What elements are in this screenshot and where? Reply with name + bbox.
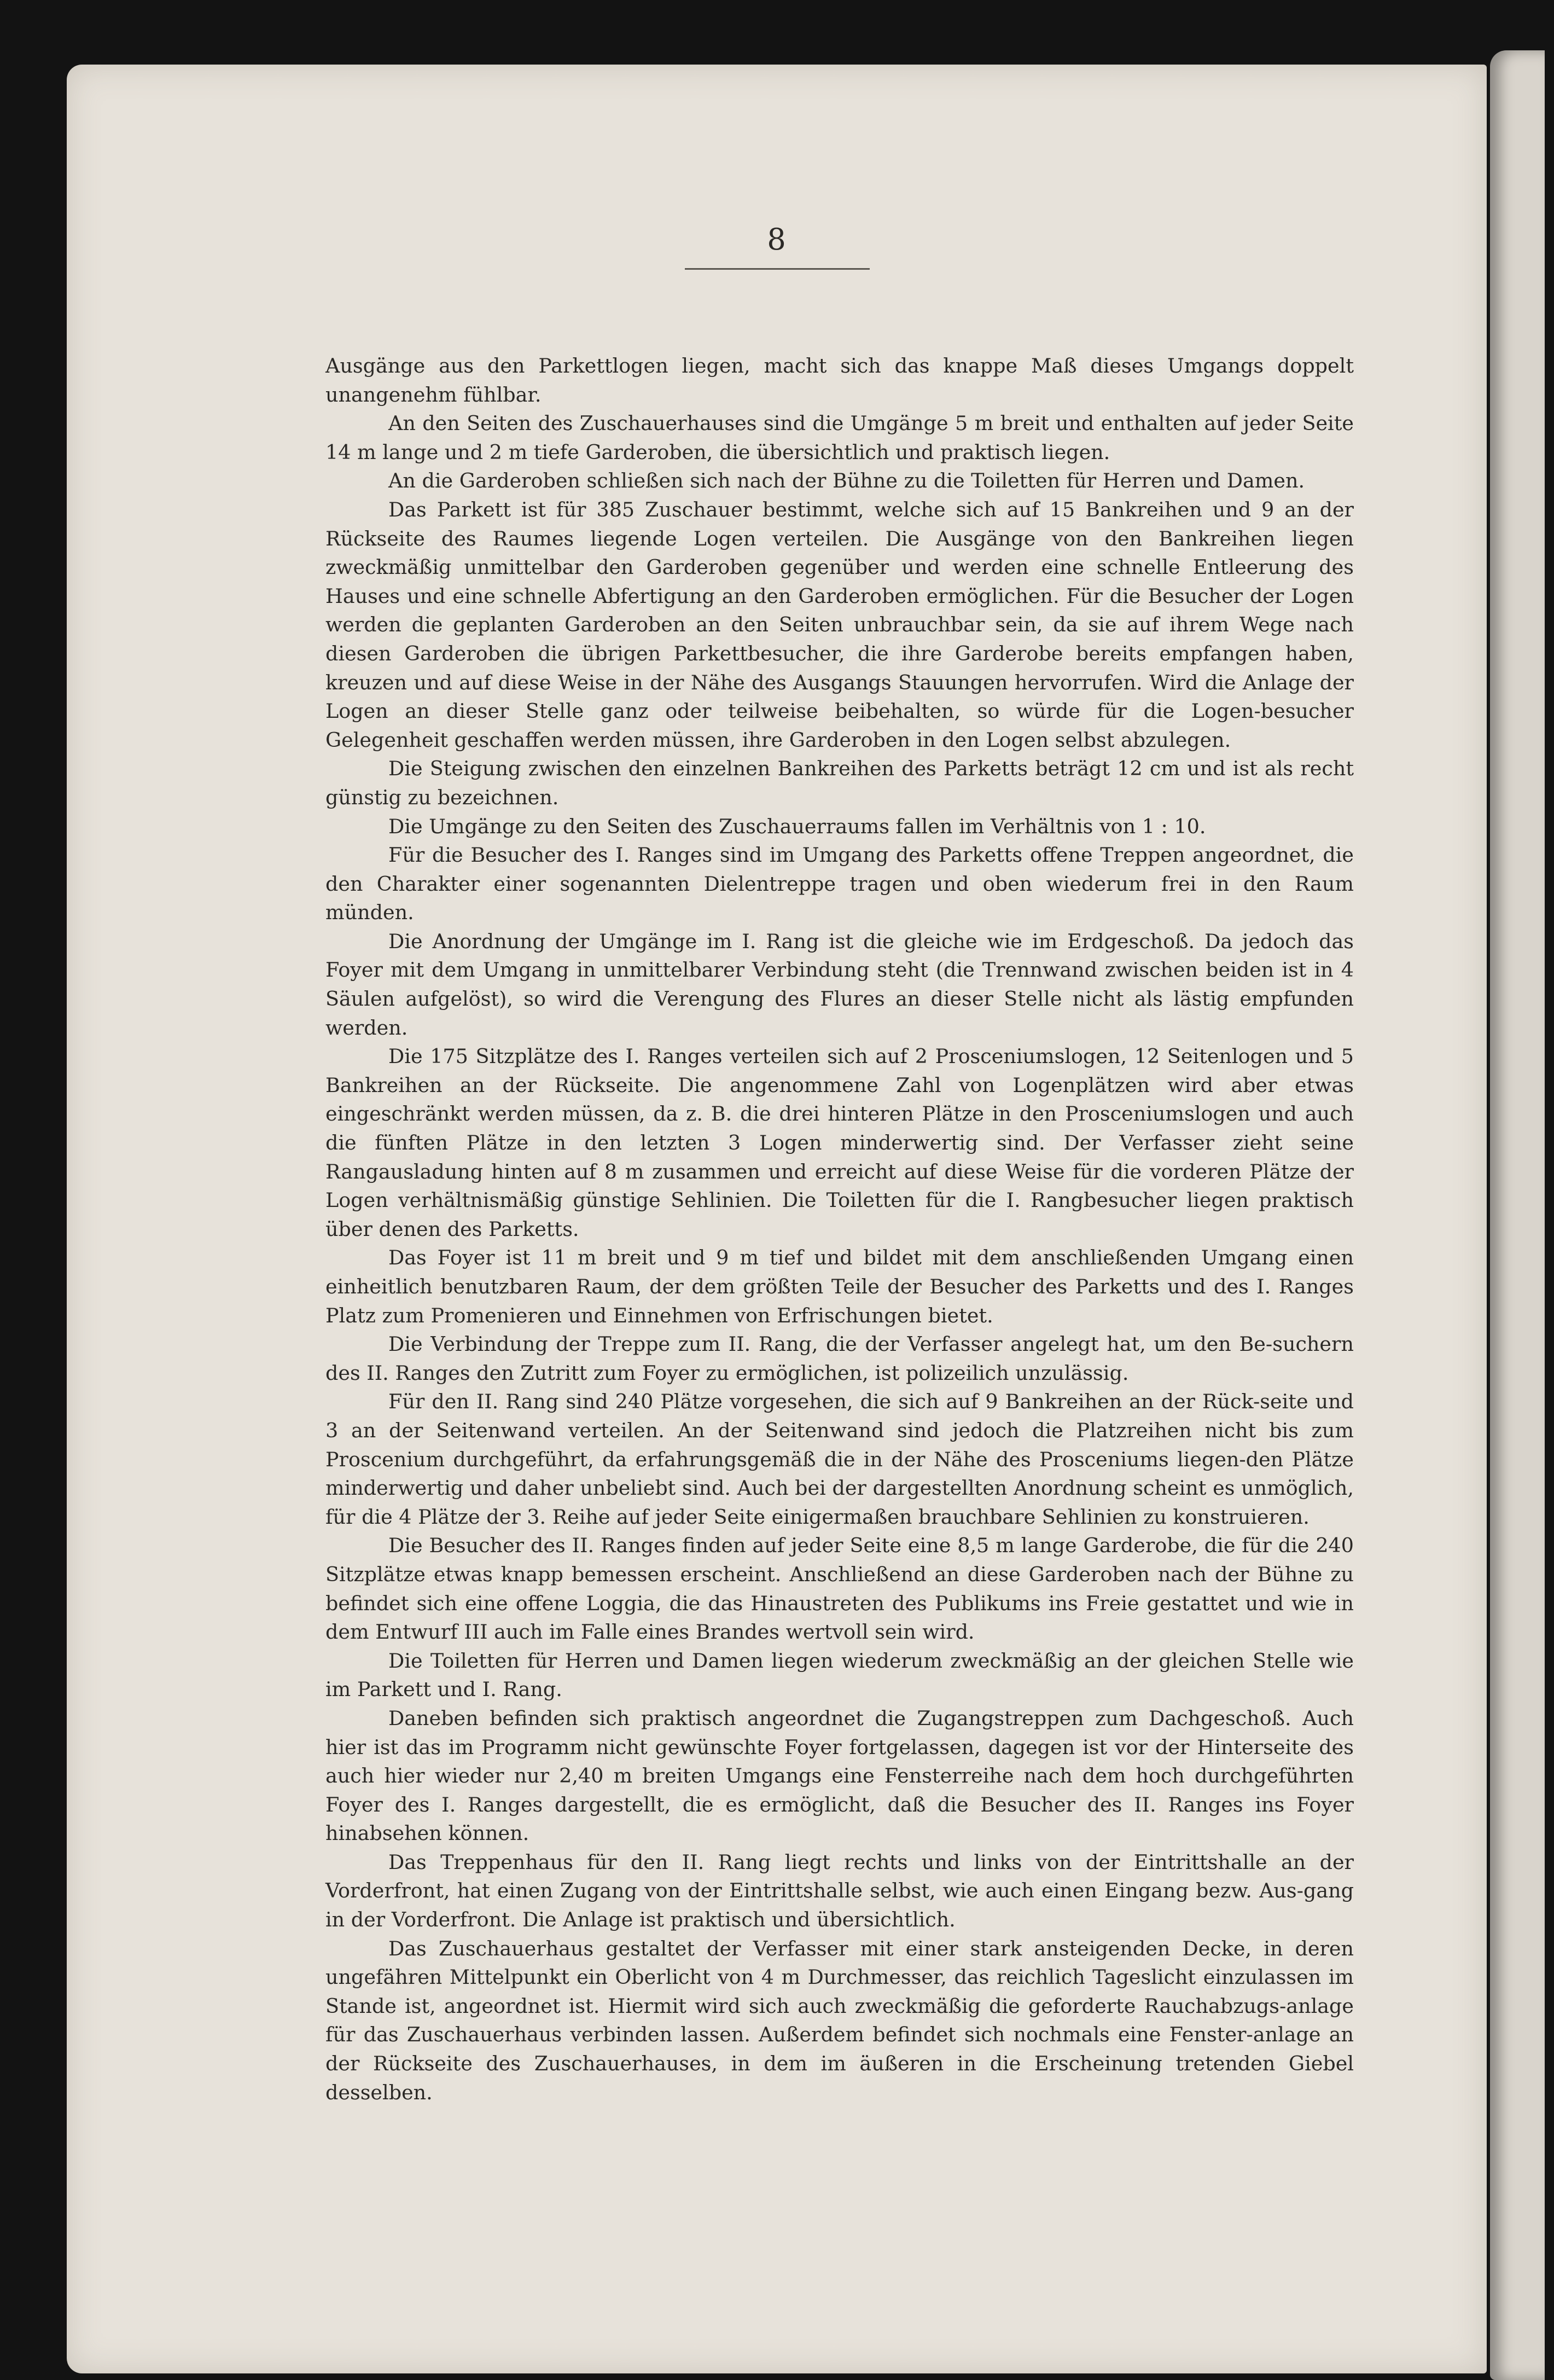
- document-page: [67, 65, 1487, 2373]
- paragraph-5: Die Steigung zwischen den einzelnen Bankreihen des Parketts beträgt 12 cm und ist als recht günstig zu bezeichnen.: [325, 757, 1354, 809]
- paragraph-15: Daneben befinden sich praktisch angeordnet die Zugangstreppen zum Dachgeschoß. Auch hier ist das im Programm nicht gewünschte Foyer fortgelassen, dagegen ist vor der Hinterseite des auch hier wieder nur 2,40 m breiten Umgangs eine Fensterreihe nach dem hoch durchgeführten Foyer des I. Ranges dargestellt, die es ermöglicht, daß die Besucher des II. Ranges ins Foyer hinabsehen können.: [325, 1706, 1354, 1845]
- paragraph-11: Die Verbindung der Treppe zum II. Rang, die der Verfasser angelegt hat, um den Be-suchern des II. Ranges den Zutritt zum Foyer zu ermöglichen, ist polizeilich unzulässig.: [325, 1332, 1354, 1385]
- paragraph-7: Für die Besucher des I. Ranges sind im Umgang des Parketts offene Treppen angeordnet, die den Charakter einer sogenannten Dielentreppe tragen und oben wiederum frei in den Raum münden.: [325, 843, 1354, 925]
- paragraph-9: Die 175 Sitzplätze des I. Ranges verteilen sich auf 2 Prosceniumslogen, 12 Seitenlogen und 5 Bankreihen an der Rückseite. Die angenommene Zahl von Logenplätzen wird aber etwas eingeschränkt werden müssen, da z. B. die drei hinteren Plätze in den Prosceniumslogen und auch die fünften Plätze in den letzten 3 Logen minderwertig sind. Der Verfasser zieht seine Rangausladung hinten auf 8 m zusammen und erreicht auf diese Weise für die vorderen Plätze der Logen verhältnismäßig günstige Sehlinien. Die Toiletten für die I. Rangbesucher liegen praktisch über denen des Parketts.: [325, 1044, 1354, 1241]
- paragraph-17: Das Zuschauerhaus gestaltet der Verfasser mit einer stark ansteigenden Decke, in deren ungefähren Mittelpunkt ein Oberlicht von 4 m Durchmesser, das reichlich Tageslicht einzulassen im Stande ist, angeordnet ist. Hiermit wird sich auch zweckmäßig die geforderte Rauchabzugs-anlage für das Zuschauerhaus verbinden lassen. Außerdem befindet sich nochmals eine Fenster-anlage an der Rückseite des Zuschauerhauses, in dem im äußeren in die Erscheinung tretenden Giebel desselben.: [325, 1936, 1354, 2104]
- document-body: [325, 352, 1354, 2107]
- paragraph-13: Die Besucher des II. Ranges finden auf jeder Seite eine 8,5 m lange Garderobe, die für die 240 Sitzplätze etwas knapp bemessen erscheint. Anschließend an diese Garderoben nach der Bühne zu befindet sich eine offene Loggia, die das Hinaustreten des Publikums ins Freie gestattet und wie in dem Entwurf III auch im Falle eines Brandes wertvoll sein wird.: [325, 1534, 1354, 1644]
- paragraph-14: Die Toiletten für Herren und Damen liegen wiederum zweckmäßig an der gleichen Stelle wie im Parkett und I. Rang.: [325, 1648, 1354, 1702]
- paragraph-12: Für den II. Rang sind 240 Plätze vorgesehen, die sich auf 9 Bankreihen an der Rück-seite und 3 an der Seitenwand verteilen. An der Seitenwand sind jedoch die Platzreihen nicht bis zum Proscenium durchgeführt, da erfahrungsgemäß die in der Nähe des Prosceniums liegen-den Plätze minderwertig und daher unbeliebt sind. Auch bei der dargestellten Anordnung scheint es unmöglich, für die 4 Plätze der 3. Reihe auf jeder Seite einigermaßen brauchbare Sehlinien zu konstruieren.: [325, 1390, 1354, 1529]
- paragraph-3: An die Garderoben schließen sich nach der Bühne zu die Toiletten für Herren und Damen.: [388, 469, 1305, 493]
- page-number: 8: [767, 222, 787, 257]
- paragraph-16: Das Treppenhaus für den II. Rang liegt rechts und links von der Eintrittshalle an der Vorderfront, hat einen Zugang von der Eintrittshalle selbst, wie auch einen Eingang bezw. Aus-gang in der Vorderfront. Die Anlage ist praktisch und übersichtlich.: [325, 1850, 1354, 1932]
- paragraph-4: Das Parkett ist für 385 Zuschauer bestimmt, welche sich auf 15 Bankreihen und 9 an der Rückseite des Raumes liegende Logen verteilen. Die Ausgänge von den Bankreihen liegen zweckmäßig unmittelbar den Garderoben gegenüber und werden eine schnelle Entleerung des Hauses und eine schnelle Abfertigung an den Garderoben ermöglichen. Für die Besucher der Logen werden die geplanten Garderoben an den Seiten unbrauchbar sein, da sie auf ihrem Wege nach diesen Garderoben die übrigen Parkettbesucher, die ihre Garderobe bereits empfangen haben, kreuzen und auf diese Weise in der Nähe des Ausgangs Stauungen hervorrufen. Wird die Anlage der Logen an dieser Stelle ganz oder teilweise beibehalten, so würde für die Logen-besucher Gelegenheit geschaffen werden müssen, ihre Garderoben in den Logen selbst abzulegen.: [325, 497, 1354, 752]
- paragraph-10: Das Foyer ist 11 m breit und 9 m tief und bildet mit dem anschließenden Umgang einen einheitlich benutzbaren Raum, der dem größten Teile der Besucher des Parketts und des I. Ranges Platz zum Promenieren und Einnehmen von Erfrischungen bietet.: [325, 1246, 1354, 1327]
- paragraph-1: Ausgänge aus den Parkettlogen liegen, macht sich das knappe Maß dieses Umgangs doppelt unangenehm fühlbar.: [325, 354, 1354, 407]
- paragraph-8: Die Anordnung der Umgänge im I. Rang ist die gleiche wie im Erdgeschoß. Da jedoch das Foyer mit dem Umgang in unmittelbarer Verbindung steht (die Trennwand zwischen beiden ist in 4 Säulen aufgelöst), so wird die Verengung des Flures an dieser Stelle nicht als lästig empfunden werden.: [325, 929, 1354, 1040]
- paragraph-6: Die Umgänge zu den Seiten des Zuschauerraums fallen im Verhältnis von 1 : 10.: [388, 814, 1206, 838]
- paragraph-2: An den Seiten des Zuschauerhauses sind die Umgänge 5 m breit und enthalten auf jeder Seite 14 m lange und 2 m tiefe Garderoben, die übersichtlich und praktisch liegen.: [325, 411, 1354, 464]
- next-page-edge: [1490, 50, 1545, 2380]
- page-number-rule: [685, 268, 870, 270]
